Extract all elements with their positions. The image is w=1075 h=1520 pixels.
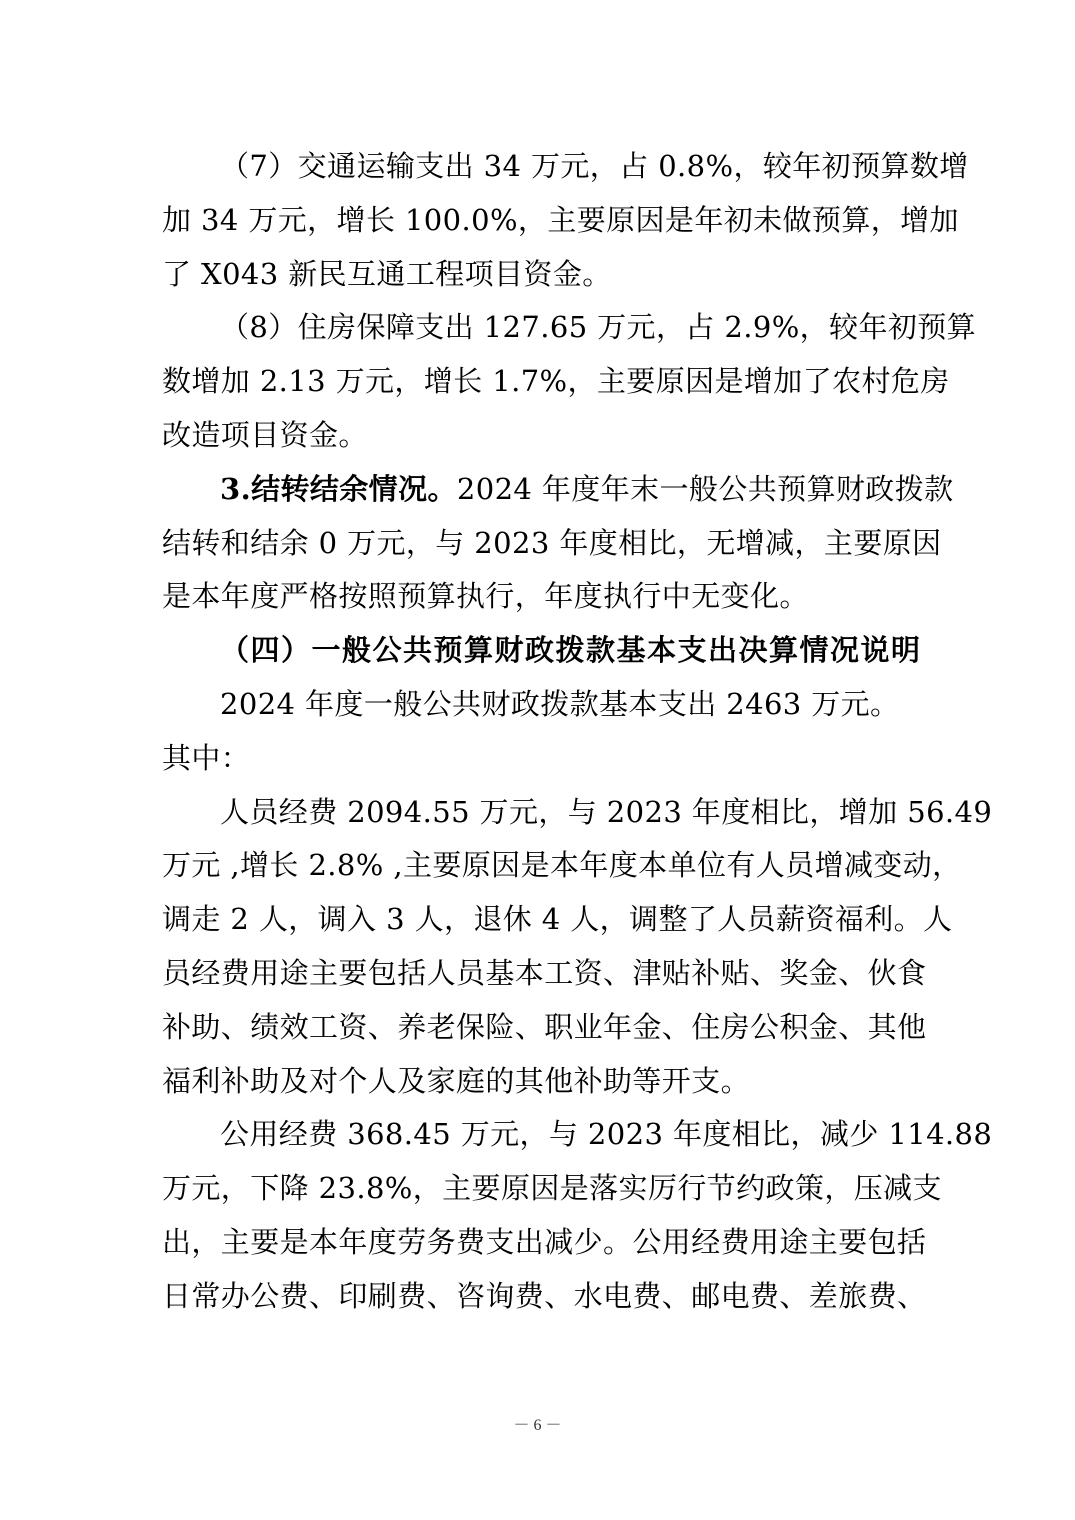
paragraph-line: 是本年度严格按照预算执行，年度执行中无变化。	[162, 579, 809, 614]
document-body	[162, 140, 993, 1324]
paragraph-line: 了 X043 新民互通工程项目资金。	[162, 256, 612, 291]
paragraph-line: 万元，下降 23.8%，主要原因是落实厉行节约政策，压减支	[162, 1171, 942, 1206]
paragraph-line: 万元 ,增长 2.8% ,主要原因是本年度本单位有人员增减变动，	[162, 848, 962, 883]
paragraph-line: 其中：	[162, 740, 251, 775]
paragraph-line: 2024 年度一般公共财政拨款基本支出 2463 万元。	[220, 686, 900, 721]
paragraph-line: 日常办公费、印刷费、咨询费、水电费、邮电费、差旅费、	[162, 1278, 927, 1313]
paragraph-line: 补助、绩效工资、养老保险、职业年金、住房公积金、其他	[162, 1009, 927, 1044]
carryover-title: 3.结转结余情况。	[220, 471, 457, 506]
paragraph-line: （7）交通运输支出 34 万元，占 0.8%，较年初预算数增	[220, 149, 969, 183]
paragraph-line: 福利补助及对个人及家庭的其他补助等开支。	[162, 1063, 751, 1098]
paragraph-line: 改造项目资金。	[162, 417, 368, 452]
paragraph-line: 出，主要是本年度劳务费支出减少。公用经费用途主要包括	[162, 1224, 927, 1259]
paragraph-line: 人员经费 2094.55 万元，与 2023 年度相比，增加 56.49	[220, 794, 993, 829]
paragraph-line: 员经费用途主要包括人员基本工资、津贴补贴、奖金、伙食	[162, 955, 927, 990]
paragraph-line: 结转和结余 0 万元，与 2023 年度相比，无增减，主要原因	[162, 525, 942, 560]
carryover-text: 2024 年度年末一般公共预算财政拨款	[456, 471, 954, 506]
paragraph-line: 加 34 万元，增长 100.0%，主要原因是年初未做预算，增加	[162, 202, 959, 237]
paragraph-line: 调走 2 人，调入 3 人，退休 4 人，调整了人员薪资福利。人	[162, 902, 953, 937]
page-number: － 6 －	[513, 1417, 562, 1434]
paragraph-line: （8）住房保障支出 127.65 万元，占 2.9%，较年初预算	[220, 310, 977, 345]
section-heading: （四）一般公共预算财政拨款基本支出决算情况说明	[220, 633, 922, 668]
carryover-paragraph-line	[162, 463, 954, 517]
paragraph-line: 公用经费 368.45 万元，与 2023 年度相比，减少 114.88	[220, 1117, 993, 1152]
paragraph-line: 数增加 2.13 万元，增长 1.7%，主要原因是增加了农村危房	[162, 364, 950, 399]
